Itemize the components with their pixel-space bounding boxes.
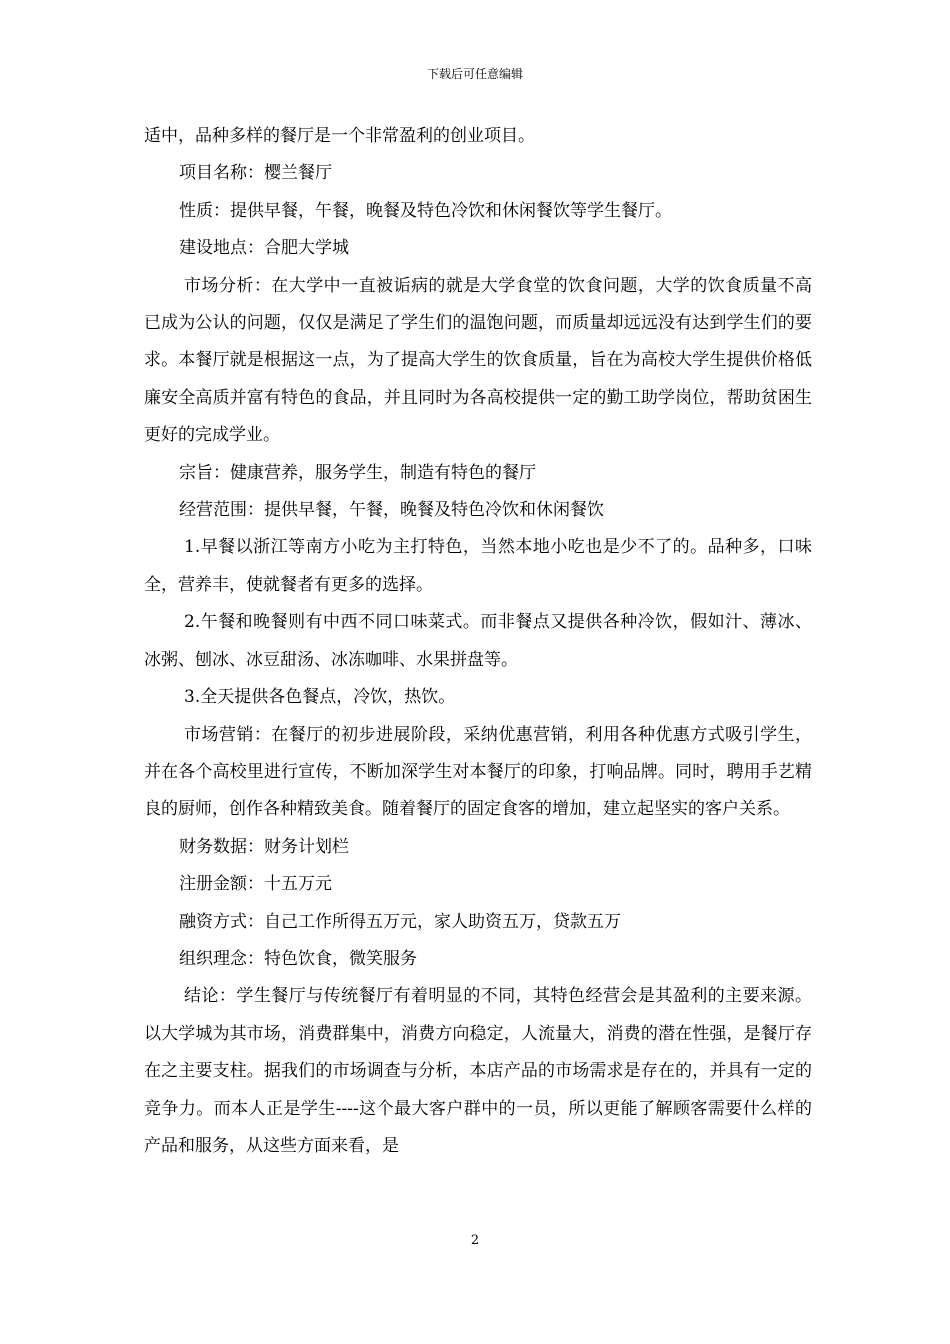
paragraph-intro-continuation: 适中，品种多样的餐厅是一个非常盈利的创业项目。 [144, 126, 535, 146]
paragraph-philosophy: 组织理念：特色饮食，微笑服务 [179, 948, 417, 969]
document-body [144, 118, 812, 1165]
paragraph-marketing: 市场营销：在餐厅的初步进展阶段，采纳优惠营销，利用各种优惠方式吸引学生，并在各个高校里进行宣传，不断加深学生对本餐厅的印象，打响品牌。同时，聘用手艺精良的厨师，创作各种精致美食。随着餐厅的固定食客的增加，建立起坚实的客户关系。 [144, 724, 812, 820]
paragraph-breakfast: 1.早餐以浙江等南方小吃为主打特色，当然本地小吃也是少不了的。品种多，口味全，营养丰，使就餐者有更多的选择。 [144, 537, 812, 595]
paragraph-business-scope: 经营范围：提供早餐，午餐，晚餐及特色冷饮和休闲餐饮 [179, 500, 604, 521]
paragraph-registered-capital: 注册金额：十五万元 [179, 874, 332, 895]
paragraph-project-name: 项目名称：樱兰餐厅 [179, 163, 332, 184]
paragraph-all-day: 3.全天提供各色餐点，冷饮，热饮。 [184, 687, 456, 708]
page-number: 2 [470, 1233, 480, 1248]
paragraph-purpose: 宗旨：健康营养，服务学生，制造有特色的餐厅 [179, 462, 536, 483]
paragraph-market-analysis: 市场分析：在大学中一直被诟病的就是大学食堂的饮食问题，大学的饮食质量不高已成为公认的问题，仅仅是满足了学生们的温饱问题，而质量却远远没有达到学生们的要求。本餐厅就是根据这一点，为了提高大学生的饮食质量，旨在为高校大学生提供价格低廉安全高质并富有特色的食品，并且同时为各高校提供一定的勤工助学岗位，帮助贫困生更好的完成学业。 [144, 275, 812, 446]
paragraph-location: 建设地点：合肥大学城 [179, 238, 349, 259]
paragraph-lunch-dinner: 2.午餐和晚餐则有中西不同口味菜式。而非餐点又提供各种冷饮，假如汁、薄冰、冰粥、刨冰、冰豆甜汤、冰冻咖啡、水果拼盘等。 [144, 612, 812, 670]
page-header: 下载后可任意编辑 [426, 67, 523, 81]
paragraph-financial-data: 财务数据：财务计划栏 [179, 836, 349, 857]
paragraph-conclusion: 结论：学生餐厅与传统餐厅有着明显的不同，其特色经营会是其盈利的主要来源。以大学城为其市场，消费群集中，消费方向稳定，人流量大，消费的潜在性强，是餐厅存在之主要支柱。据我们的市场调查与分析，本店产品的市场需求是存在的，并具有一定的竞争力。而本人正是学生----这个最大客户群中的一员，所以更能了解顾客需要什么样的产品和服务，从这些方面来看，是 [144, 986, 812, 1156]
paragraph-financing: 融资方式：自己工作所得五万元，家人助资五万，贷款五万 [179, 911, 621, 932]
paragraph-nature: 性质：提供早餐，午餐，晚餐及特色冷饮和休闲餐饮等学生餐厅。 [179, 200, 672, 221]
